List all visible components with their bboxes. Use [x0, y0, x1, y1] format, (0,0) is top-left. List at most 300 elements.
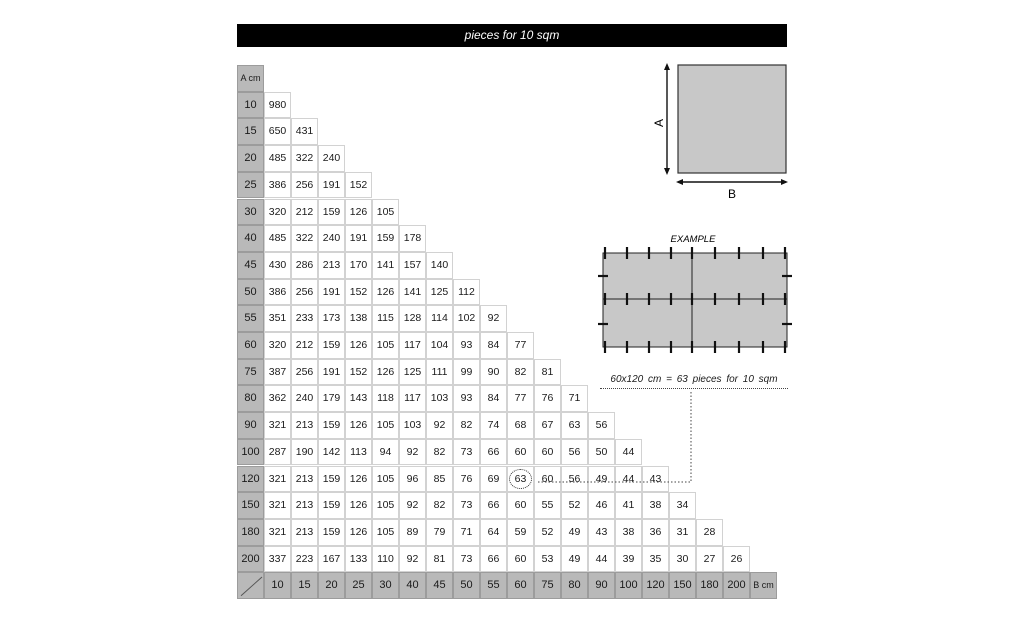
cell-value: 60	[514, 499, 527, 512]
cell-value: 322	[295, 152, 314, 165]
value-cell	[669, 492, 696, 519]
value-cell	[345, 199, 372, 226]
value-cell	[480, 385, 507, 412]
value-cell	[399, 385, 426, 412]
value-cell	[345, 172, 372, 199]
value-cell	[399, 279, 426, 306]
cell-value: 126	[349, 339, 368, 351]
example-note	[600, 374, 788, 389]
col-header-b: 15	[291, 572, 318, 599]
value-cell	[318, 199, 345, 226]
cell-value: 105	[376, 525, 395, 538]
value-cell	[291, 385, 318, 412]
value-cell	[480, 519, 507, 546]
example-tile	[603, 253, 692, 299]
label-a: A	[652, 118, 666, 128]
cell-value: 28	[703, 525, 716, 538]
value-cell	[534, 492, 561, 519]
cell-value: 77	[514, 392, 527, 405]
cell-value: 126	[376, 285, 395, 298]
cell-value: 94	[379, 445, 392, 458]
title-banner	[237, 24, 787, 47]
value-cell	[399, 546, 426, 573]
value-cell	[480, 332, 507, 359]
cell-value: 26	[730, 552, 743, 565]
value-cell	[507, 332, 534, 359]
value-cell	[264, 279, 291, 306]
cell-value: 170	[349, 258, 368, 271]
value-cell	[615, 439, 642, 466]
cell-value: 35	[649, 552, 662, 565]
cell-value: 52	[568, 499, 581, 512]
value-cell	[318, 279, 345, 306]
value-cell	[615, 466, 642, 493]
row-header-a: 60	[237, 332, 264, 359]
value-cell	[345, 519, 372, 546]
value-cell	[507, 439, 534, 466]
value-cell	[453, 279, 480, 306]
value-cell	[561, 412, 588, 439]
value-cell	[264, 412, 291, 439]
value-cell	[372, 279, 399, 306]
value-cell	[345, 279, 372, 306]
value-cell	[696, 546, 723, 573]
value-cell	[588, 519, 615, 546]
cell-value: 117	[404, 392, 421, 405]
value-cell	[453, 412, 480, 439]
value-cell	[372, 519, 399, 546]
cell-value: 82	[433, 445, 446, 458]
cell-value: 351	[268, 312, 287, 325]
cell-value: 56	[568, 472, 581, 485]
value-cell	[318, 412, 345, 439]
value-cell	[453, 492, 480, 519]
value-cell	[372, 412, 399, 439]
cell-value: 105	[376, 339, 395, 351]
value-cell	[264, 439, 291, 466]
cell-value: 99	[460, 365, 473, 378]
cell-value: 159	[376, 232, 395, 245]
cell-value: 321	[268, 419, 287, 432]
cell-value: 113	[350, 445, 367, 458]
value-cell	[264, 145, 291, 172]
cell-value: 212	[295, 205, 314, 218]
cell-value: 212	[295, 339, 314, 351]
cell-value: 159	[322, 339, 341, 351]
cell-value: 44	[622, 472, 635, 485]
value-cell	[372, 439, 399, 466]
row-header-a: 15	[237, 118, 264, 145]
cell-value: 93	[460, 339, 473, 351]
col-header-b: 90	[588, 572, 615, 599]
value-cell	[507, 519, 534, 546]
cell-value: 321	[268, 472, 287, 485]
cell-value: 142	[322, 445, 341, 458]
value-cell	[453, 466, 480, 493]
cell-value: 126	[349, 472, 368, 485]
cell-value: 49	[568, 525, 581, 538]
row-header-a: 55	[237, 305, 264, 332]
cell-value: 159	[322, 419, 341, 432]
cell-value: 81	[541, 365, 554, 378]
value-cell	[372, 546, 399, 573]
cell-value: 76	[541, 392, 554, 405]
cell-value: 34	[676, 499, 689, 512]
value-cell	[399, 332, 426, 359]
value-cell	[345, 332, 372, 359]
value-cell	[291, 225, 318, 252]
cell-value: 191	[322, 365, 341, 378]
value-cell	[345, 385, 372, 412]
value-cell	[399, 519, 426, 546]
value-cell	[480, 546, 507, 573]
value-cell	[588, 439, 615, 466]
cell-value: 141	[403, 285, 422, 298]
value-cell	[264, 492, 291, 519]
row-header-a: 75	[237, 359, 264, 386]
col-header-b: 10	[264, 572, 291, 599]
value-cell	[507, 546, 534, 573]
cell-value: 82	[460, 419, 473, 432]
cell-value: 60	[514, 552, 527, 565]
value-cell	[291, 332, 318, 359]
cell-value: 66	[487, 445, 500, 458]
value-cell	[561, 466, 588, 493]
cell-value: 213	[295, 419, 314, 432]
cell-value: 159	[322, 525, 341, 538]
cell-value: 105	[376, 205, 395, 218]
value-cell	[426, 546, 453, 573]
cell-value: 49	[568, 552, 581, 565]
cell-value: 63	[509, 469, 532, 489]
cell-value: 386	[268, 285, 287, 298]
value-cell	[372, 199, 399, 226]
cell-value: 30	[676, 552, 689, 565]
value-cell	[318, 466, 345, 493]
cell-value: 66	[487, 552, 500, 565]
col-header-b: 45	[426, 572, 453, 599]
value-cell	[264, 92, 291, 119]
cell-value: 71	[460, 525, 473, 538]
cell-value: 115	[377, 312, 394, 325]
value-cell	[291, 359, 318, 386]
cell-value: 213	[322, 258, 341, 271]
cell-value: 56	[595, 419, 608, 432]
cell-value: 73	[460, 499, 473, 512]
value-cell	[372, 252, 399, 279]
cell-value: 141	[376, 258, 395, 271]
cell-value: 240	[322, 152, 341, 165]
row-header-a: 30	[237, 199, 264, 226]
value-cell	[453, 546, 480, 573]
value-cell	[318, 252, 345, 279]
cell-value: 126	[376, 365, 395, 378]
cell-value: 114	[431, 312, 448, 325]
cell-value: 233	[295, 312, 314, 325]
row-header-a: 80	[237, 385, 264, 412]
value-cell	[399, 252, 426, 279]
cell-value: 60	[541, 472, 554, 485]
cell-value: 178	[403, 232, 422, 245]
value-cell	[264, 199, 291, 226]
cell-value: 44	[595, 552, 608, 565]
cell-value: 125	[430, 285, 449, 298]
cell-value: 64	[487, 525, 500, 538]
value-cell	[345, 546, 372, 573]
value-cell	[345, 305, 372, 332]
cell-value: 92	[406, 499, 419, 512]
cell-value: 159	[322, 499, 341, 512]
cell-value: 74	[487, 419, 500, 432]
cell-value: 81	[433, 552, 446, 565]
row-header-a: 150	[237, 492, 264, 519]
value-cell	[399, 225, 426, 252]
cell-value: 53	[541, 552, 554, 565]
value-cell	[318, 492, 345, 519]
example-tile	[692, 299, 787, 347]
cell-value: 43	[595, 525, 608, 538]
cell-value: 213	[295, 472, 314, 485]
value-cell	[399, 305, 426, 332]
value-cell	[291, 466, 318, 493]
cell-value: 56	[568, 445, 581, 458]
value-cell	[345, 252, 372, 279]
value-cell	[561, 519, 588, 546]
cell-value: 287	[268, 445, 287, 458]
cell-value: 43	[649, 472, 662, 485]
cell-value: 126	[349, 419, 368, 432]
value-cell	[561, 492, 588, 519]
value-cell	[372, 492, 399, 519]
cell-value: 320	[268, 205, 287, 218]
cell-value: 117	[404, 339, 421, 351]
cell-value: 337	[268, 552, 287, 565]
cell-value: 104	[430, 339, 449, 351]
value-cell	[264, 305, 291, 332]
row-header-a: 90	[237, 412, 264, 439]
row-header-a: 100	[237, 439, 264, 466]
value-cell	[291, 279, 318, 306]
cell-value: 159	[322, 205, 341, 218]
cell-value: 31	[676, 525, 689, 538]
col-header-b: 60	[507, 572, 534, 599]
row-header-a: 200	[237, 546, 264, 573]
value-cell	[372, 385, 399, 412]
cell-value: 240	[322, 232, 341, 245]
corner-cell	[237, 572, 264, 599]
cell-value: 36	[649, 525, 662, 538]
value-cell	[453, 385, 480, 412]
cell-value: 63	[568, 419, 581, 432]
label-b: B	[727, 187, 737, 201]
value-cell	[588, 412, 615, 439]
row-header-a: 10	[237, 92, 264, 119]
cell-value: 126	[349, 205, 368, 218]
cell-value: 82	[514, 365, 527, 378]
col-header-b: 120	[642, 572, 669, 599]
value-cell	[399, 439, 426, 466]
row-header-a: 50	[237, 279, 264, 306]
value-cell	[318, 225, 345, 252]
cell-value: 650	[268, 125, 287, 138]
value-cell	[399, 412, 426, 439]
value-cell	[642, 519, 669, 546]
cell-value: 191	[322, 285, 341, 298]
value-cell	[480, 412, 507, 439]
cell-value: 125	[403, 365, 422, 378]
value-cell	[345, 225, 372, 252]
value-cell	[480, 466, 507, 493]
value-cell	[264, 332, 291, 359]
col-header-b: 25	[345, 572, 372, 599]
cell-value: 105	[376, 499, 395, 512]
example-note-underline	[600, 388, 788, 389]
value-cell	[372, 225, 399, 252]
value-cell	[534, 466, 561, 493]
value-cell	[561, 439, 588, 466]
value-cell	[264, 252, 291, 279]
cell-value: 320	[268, 339, 287, 351]
value-cell	[291, 492, 318, 519]
cell-value: 112	[458, 285, 475, 298]
value-cell	[426, 439, 453, 466]
cell-value: 46	[595, 499, 608, 512]
value-cell	[318, 305, 345, 332]
value-cell	[291, 199, 318, 226]
cell-value: 90	[487, 365, 500, 378]
value-cell	[588, 466, 615, 493]
value-cell	[264, 359, 291, 386]
cell-value: 140	[430, 258, 449, 271]
col-header-b: 150	[669, 572, 696, 599]
value-cell	[642, 466, 669, 493]
example-tile	[603, 299, 692, 347]
value-cell	[318, 385, 345, 412]
cell-value: 240	[295, 392, 314, 405]
cell-value: 133	[349, 552, 368, 565]
cell-value: 49	[595, 472, 608, 485]
cell-value: 256	[295, 178, 314, 191]
cell-value: 179	[322, 392, 341, 405]
tile-square	[678, 65, 786, 173]
value-cell	[318, 145, 345, 172]
value-cell	[291, 145, 318, 172]
value-cell	[480, 305, 507, 332]
value-cell	[345, 466, 372, 493]
value-cell	[696, 519, 723, 546]
cell-value: 50	[595, 445, 608, 458]
value-cell	[453, 332, 480, 359]
cell-value: 39	[622, 552, 635, 565]
value-cell	[426, 252, 453, 279]
row-header-a: 25	[237, 172, 264, 199]
value-cell	[318, 332, 345, 359]
value-cell	[669, 546, 696, 573]
cell-value: 79	[433, 525, 446, 538]
cell-value: 286	[295, 258, 314, 271]
cell-value: 980	[268, 98, 287, 111]
value-cell	[453, 519, 480, 546]
cell-value: 73	[460, 552, 473, 565]
value-cell	[507, 359, 534, 386]
value-cell	[264, 172, 291, 199]
value-cell	[345, 439, 372, 466]
diagonal-icon	[238, 573, 265, 600]
cell-value: 38	[622, 525, 635, 538]
example-tile	[692, 253, 787, 299]
value-cell	[345, 359, 372, 386]
banner-title: pieces for 10 sqm	[464, 28, 560, 42]
value-cell	[264, 385, 291, 412]
value-cell	[291, 439, 318, 466]
cell-value: 485	[268, 152, 287, 165]
col-header-b: 55	[480, 572, 507, 599]
row-header-a: 120	[237, 466, 264, 493]
cell-value: 71	[568, 392, 581, 405]
value-cell	[561, 385, 588, 412]
value-cell	[264, 546, 291, 573]
cell-value: 103	[430, 392, 449, 405]
cell-value: 191	[349, 232, 368, 245]
cell-value: 84	[487, 339, 500, 351]
cell-value: 69	[487, 472, 500, 485]
cell-value: 321	[268, 499, 287, 512]
cell-value: 213	[295, 499, 314, 512]
cell-value: 68	[514, 419, 527, 432]
col-header-b: 80	[561, 572, 588, 599]
value-cell	[642, 492, 669, 519]
value-cell	[264, 466, 291, 493]
cell-value: 89	[406, 525, 419, 538]
value-cell	[318, 439, 345, 466]
value-cell	[534, 359, 561, 386]
cell-value: 126	[349, 525, 368, 538]
row-header-a: 45	[237, 252, 264, 279]
cell-value: 92	[433, 419, 446, 432]
value-cell	[291, 305, 318, 332]
value-cell	[426, 359, 453, 386]
cell-value: 93	[460, 392, 473, 405]
value-cell	[426, 332, 453, 359]
cell-value: 256	[295, 365, 314, 378]
cell-value: 386	[268, 178, 287, 191]
cell-value: 223	[295, 552, 314, 565]
value-cell	[480, 439, 507, 466]
example-diagram	[597, 228, 797, 358]
value-cell	[723, 546, 750, 573]
value-cell	[588, 546, 615, 573]
value-cell	[345, 412, 372, 439]
cell-value: 110	[377, 552, 394, 565]
example-note-text: 60x120 cm = 63 pieces for 10 sqm	[610, 374, 778, 385]
value-cell	[507, 412, 534, 439]
cell-value: 44	[622, 445, 635, 458]
cell-value: 105	[376, 419, 395, 432]
value-cell	[426, 492, 453, 519]
cell-value: 387	[268, 365, 287, 378]
value-cell	[507, 492, 534, 519]
cell-value: 143	[349, 392, 368, 405]
value-cell	[291, 546, 318, 573]
value-cell	[318, 519, 345, 546]
cell-value: 430	[268, 258, 287, 271]
col-header-b: 75	[534, 572, 561, 599]
cell-value: 152	[349, 178, 368, 191]
value-cell	[615, 519, 642, 546]
arrow-down-icon	[664, 168, 670, 175]
value-cell	[507, 385, 534, 412]
value-cell	[399, 492, 426, 519]
